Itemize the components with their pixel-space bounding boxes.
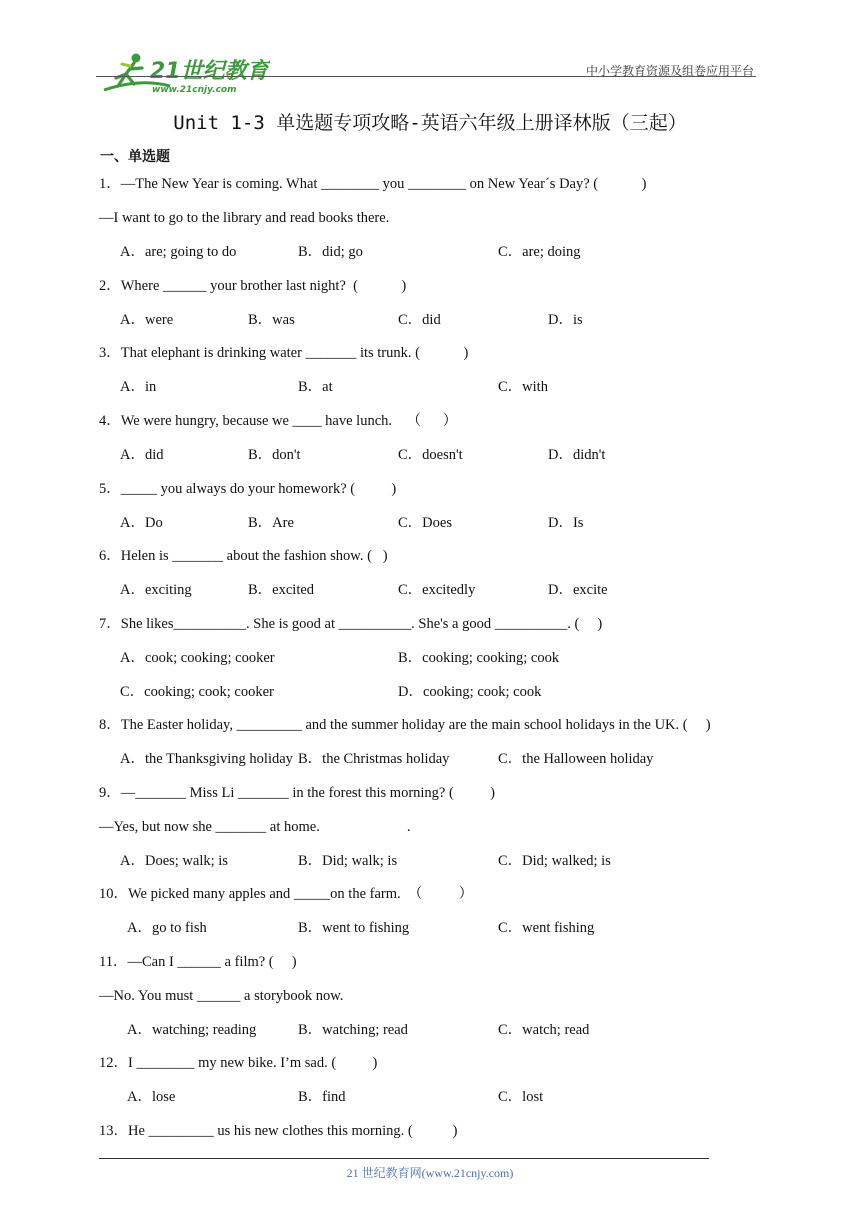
question-6-option-b: B．excited [248,582,315,598]
question-11-option-a: A．watching; reading [127,1022,257,1038]
site-logo [92,30,269,95]
question-2-option-b: B．was [248,312,295,328]
question-10-option-a: A．go to fish [127,920,207,936]
question-10-stem: 10．We picked many apples and _____on the farm. （ ） [99,886,474,902]
question-11-option-c: C．watch; read [498,1022,590,1038]
logo-main-text: 21世纪教育 [150,59,269,84]
footer-link[interactable]: 21 世纪教育网(www.21cnjy.com) [346,1166,514,1180]
question-12-stem: 12．I ________ my new bike. I’m sad. ( ) [99,1055,378,1071]
question-2-option-a: A．were [120,312,174,328]
question-3-option-c: C．with [498,379,548,395]
question-10-option-b: B．went to fishing [298,920,410,936]
question-1-option-a: A．are; going to do [120,244,237,260]
question-12-option-c: C．lost [498,1089,544,1105]
question-6-option-d: D．excite [548,582,608,598]
question-6-option-a: A．exciting [120,582,192,598]
question-8-stem: 8．The Easter holiday, _________ and the summer holiday are the main school holidays in the UK. ( ) [99,717,711,733]
question-11-stem: 11．—Can I ______ a film? ( ) [99,954,297,970]
logo-url-text: www.21cnjy.com [152,85,237,95]
question-7-option-d: D．cooking; cook; cook [398,684,542,700]
question-9-stem: 9．—_______ Miss Li _______ in the forest this morning? ( ) [99,785,495,801]
question-2-stem: 2．Where ______ your brother last night? ( ) [99,278,407,294]
question-1-option-c: C．are; doing [498,244,581,260]
question-1-option-b: B．did; go [298,244,363,260]
question-9-extra: —Yes, but now she _______ at home. . [99,819,411,835]
footer-divider [99,1158,709,1159]
question-4-option-c: C．doesn't [398,447,463,463]
question-5-option-d: D．Is [548,515,584,531]
question-2-option-c: C．did [398,312,441,328]
question-8-option-b: B．the Christmas holiday [298,751,450,767]
question-6-stem: 6．Helen is _______ about the fashion show. ( ) [99,548,388,564]
question-1-stem: 1．—The New Year is coming. What ________ you ________ on New Year´s Day? ( ) [99,176,647,192]
question-12-option-a: A．lose [127,1089,176,1105]
question-8-option-c: C．the Halloween holiday [498,751,654,767]
question-7-stem: 7．She likes__________. She is good at __________. She's a good __________. ( ) [99,616,603,632]
question-11-extra: —No. You must ______ a storybook now. [99,988,344,1004]
question-7-option-c: C．cooking; cook; cooker [120,684,274,700]
question-2-option-d: D．is [548,312,583,328]
question-5-option-a: A．Do [120,515,163,531]
header-divider [96,76,756,77]
question-8-option-a: A．the Thanksgiving holiday [120,751,293,767]
question-6-option-c: C．excitedly [398,582,476,598]
runner-logo-icon [100,48,270,96]
question-7-option-a: A．cook; cooking; cooker [120,650,275,666]
question-1-extra: —I want to go to the library and read books there. [99,210,390,226]
question-9-option-b: B．Did; walk; is [298,853,398,869]
question-13-stem: 13．He _________ us his new clothes this morning. ( ) [99,1123,458,1139]
question-9-option-a: A．Does; walk; is [120,853,228,869]
question-10-option-c: C．went fishing [498,920,595,936]
question-5-option-c: C．Does [398,515,452,531]
question-3-stem: 3．That elephant is drinking water _______ its trunk. ( ) [99,345,469,361]
question-3-option-a: A．in [120,379,157,395]
question-3-option-b: B．at [298,379,333,395]
page-title: Unit 1-3 单选题专项攻略-英语六年级上册译林版（三起） [173,112,687,134]
question-5-option-b: B．Are [248,515,294,531]
question-4-stem: 4．We were hungry, because we ____ have lunch. （ ） [99,413,458,429]
question-9-option-c: C．Did; walked; is [498,853,611,869]
question-4-option-d: D．didn't [548,447,606,463]
question-4-option-a: A．did [120,447,164,463]
question-4-option-b: B．don't [248,447,301,463]
question-12-option-b: B．find [298,1089,346,1105]
question-5-stem: 5．_____ you always do your homework? ( ) [99,481,397,497]
question-11-option-b: B．watching; read [298,1022,408,1038]
header-platform-text: 中小学教育资源及组卷应用平台 [585,64,754,78]
section-heading: 一、单选题 [100,149,170,165]
question-7-option-b: B．cooking; cooking; cook [398,650,560,666]
